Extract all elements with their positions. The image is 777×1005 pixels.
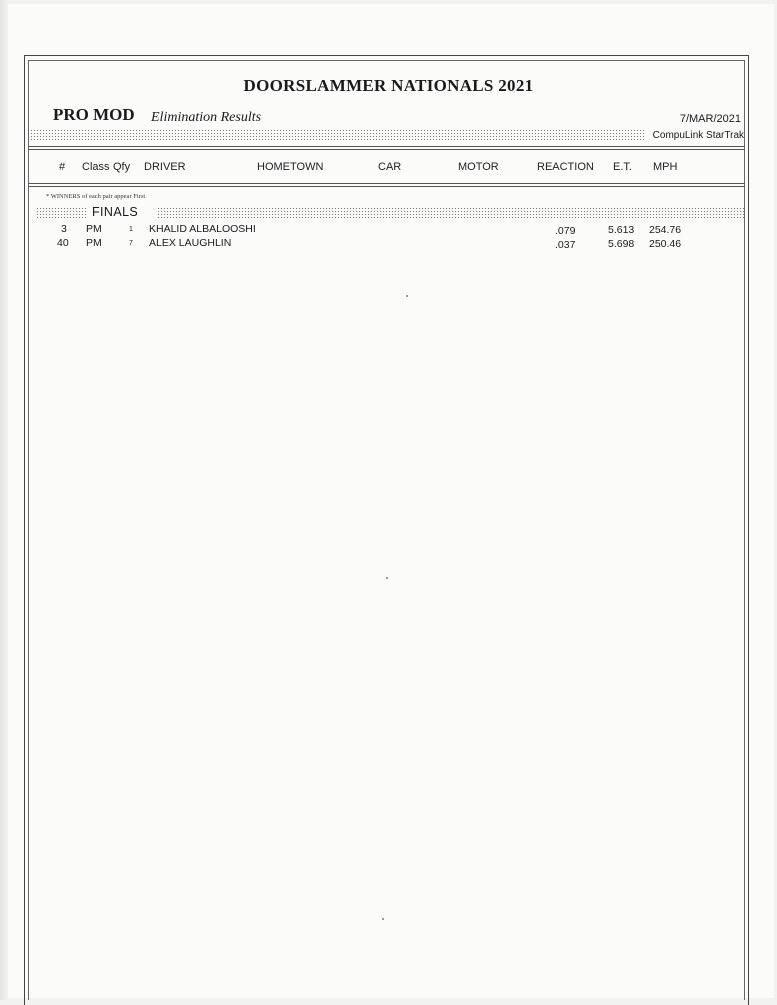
round-label: FINALS xyxy=(92,205,139,219)
col-number: # xyxy=(59,161,66,173)
row-driver: KHALID ALBALOOSHI xyxy=(149,223,256,235)
results-subtitle: Elimination Results xyxy=(151,110,262,125)
paper-speck xyxy=(406,295,408,297)
row-class: PM xyxy=(86,237,102,249)
inner-frame-right xyxy=(744,60,745,1000)
round-dot-band-left xyxy=(36,207,88,220)
col-qfy: Qfy xyxy=(113,161,131,173)
timing-system: CompuLink StarTrak xyxy=(652,130,744,141)
results-date: 7/MAR/2021 xyxy=(679,113,741,125)
col-et: E.T. xyxy=(613,161,632,173)
winners-note: * WINNERS of each pair appear First xyxy=(46,193,146,200)
event-title: DOORSLAMMER NATIONALS 2021 xyxy=(243,76,534,95)
col-motor: MOTOR xyxy=(458,161,499,173)
row-number: 3 xyxy=(61,223,67,235)
row-number: 40 xyxy=(57,237,69,249)
paper-speck xyxy=(386,577,388,579)
col-class: Class xyxy=(82,161,110,173)
inner-frame-top xyxy=(28,60,745,61)
class-name: PRO MOD xyxy=(53,105,135,124)
row-reaction: .037 xyxy=(555,239,576,251)
row-qfy: 1 xyxy=(129,226,133,233)
row-mph: 250.46 xyxy=(649,238,682,250)
col-reaction: REACTION xyxy=(537,161,594,173)
header-rule-bottom xyxy=(28,183,745,184)
row-reaction: .079 xyxy=(555,225,576,237)
row-et: 5.698 xyxy=(608,238,635,250)
row-driver: ALEX LAUGHLIN xyxy=(149,237,232,249)
row-qfy: 7 xyxy=(129,240,133,247)
header-rule-bottom-double xyxy=(28,186,745,187)
row-class: PM xyxy=(86,223,102,235)
header-rule-top-double xyxy=(28,149,745,150)
col-car: CAR xyxy=(378,161,402,173)
col-driver: DRIVER xyxy=(144,161,186,173)
row-et: 5.613 xyxy=(608,224,635,236)
paper-speck xyxy=(382,918,384,920)
col-mph: MPH xyxy=(653,161,678,173)
round-dot-band-right xyxy=(157,207,745,220)
header-dot-band xyxy=(30,129,645,142)
inner-frame-left xyxy=(28,60,29,1000)
page-edge xyxy=(0,0,8,1000)
row-mph: 254.76 xyxy=(649,224,682,236)
col-hometown: HOMETOWN xyxy=(257,161,324,173)
header-rule-top xyxy=(28,146,745,147)
